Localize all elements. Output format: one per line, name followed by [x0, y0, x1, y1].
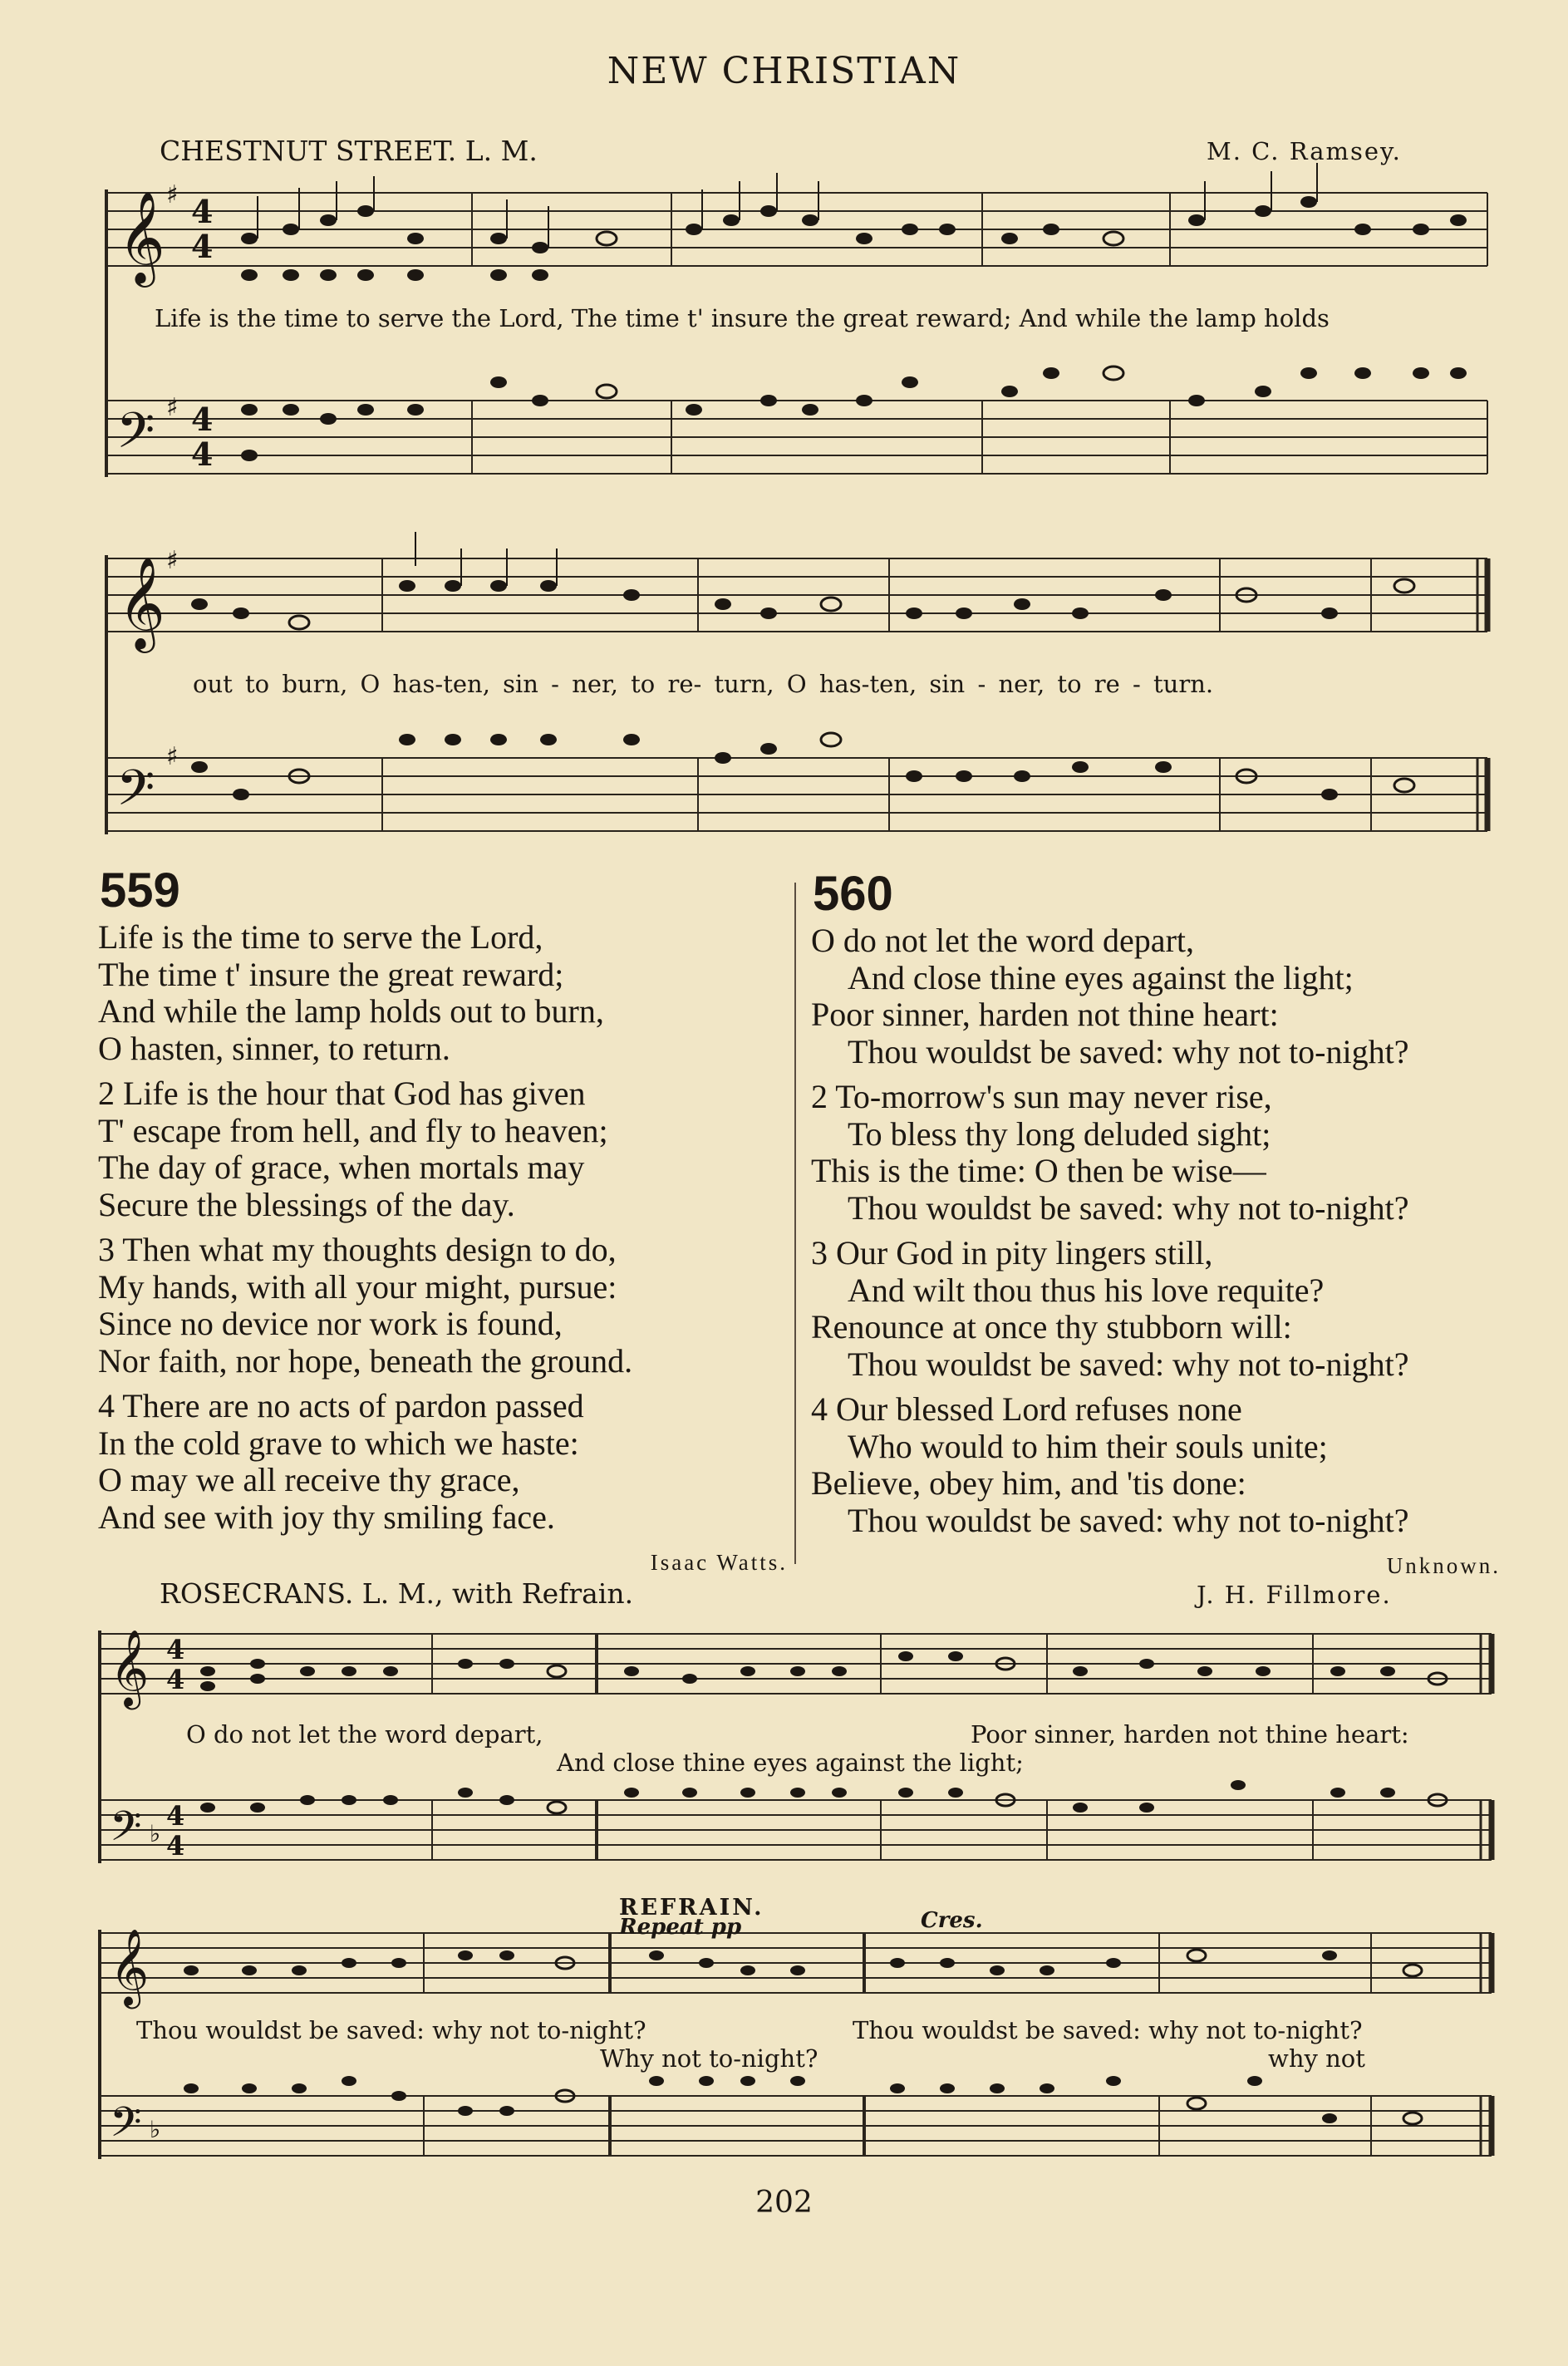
svg-text:♯: ♯: [166, 742, 179, 771]
tune2-lyrics-g: why not: [1268, 2044, 1365, 2073]
svg-text:4: 4: [191, 401, 214, 438]
svg-text:4: 4: [166, 1634, 185, 1665]
tune-composer-ramsey: M. C. Ramsey.: [1207, 137, 1402, 165]
tune2-lyrics-a: O do not let the word depart,: [186, 1720, 543, 1749]
svg-text:𝄞: 𝄞: [110, 1629, 150, 1706]
stanza-2: 2 To-morrow's sun may never rise, To bless thy long deluded sight; This is the time: O then be wise— Thou wouldst be saved: why not to-night?: [811, 1078, 1409, 1227]
running-head: NEW CHRISTIAN: [607, 50, 961, 92]
svg-text:𝄢: 𝄢: [116, 401, 155, 471]
svg-text:4: 4: [166, 1800, 185, 1832]
tune2-lyrics-b: And close thine eyes against the light;: [557, 1749, 1024, 1777]
stanza-1: Life is the time to serve the Lord, The time t' insure the great reward; And while the lamp holds out to burn, O hasten, sinner, to return.: [98, 918, 604, 1067]
svg-text:𝄢: 𝄢: [116, 759, 155, 829]
stanza-1: O do not let the word depart, And close thine eyes against the light; Poor sinner, harden not thine heart: Thou wouldst be saved: why not to-night?: [811, 922, 1409, 1070]
tune2-lyrics-f: Thou wouldst be saved: why not to-night?: [853, 2016, 1363, 2044]
stanza-4: 4 There are no acts of pardon passed In the cold grave to which we haste: O may we all receive thy grace, And see with joy thy smiling face.: [98, 1387, 584, 1536]
svg-text:4: 4: [166, 1664, 185, 1695]
svg-text:♯: ♯: [166, 393, 179, 422]
svg-text:♭: ♭: [150, 1820, 161, 1847]
svg-text:𝄞: 𝄞: [118, 556, 165, 649]
hymn-559-author: Isaac Watts.: [650, 1550, 788, 1575]
tune-composer-fillmore: J. H. Fillmore.: [1197, 1581, 1392, 1609]
hymn-number-559: 559: [100, 863, 180, 917]
refrain-label: REFRAIN.: [619, 1895, 764, 1921]
page-number: 202: [755, 2186, 813, 2220]
svg-text:4: 4: [191, 193, 214, 230]
svg-text:4: 4: [191, 228, 214, 265]
tune2-lyrics-d: Thou wouldst be saved: why not to-night?: [136, 2016, 646, 2044]
hymn-number-560: 560: [813, 867, 893, 921]
crescendo-marking: Cres.: [921, 1908, 983, 1933]
stanza-3: 3 Then what my thoughts design to do, My hands, with all your might, pursue: Since no device nor work is found, Nor faith, nor hope, beneath the ground.: [98, 1231, 633, 1380]
tune2-lyrics-e: Why not to-night?: [600, 2044, 818, 2073]
svg-text:4: 4: [191, 435, 214, 473]
repeat-marking: Repeat pp: [619, 1915, 742, 1940]
svg-text:𝄢: 𝄢: [110, 1803, 142, 1861]
tune-title-chestnut-street: CHESTNUT STREET. L. M.: [160, 135, 538, 167]
svg-text:𝄢: 𝄢: [110, 2098, 142, 2157]
tune1-lyrics-line1: Life is the time to serve the Lord, The time t' insure the great reward; And while the lamp holds: [155, 304, 1330, 332]
svg-text:♯: ♯: [166, 546, 179, 575]
stanza-2: 2 Life is the hour that God has given T' escape from hell, and fly to heaven; The day of grace, when mortals may Secure the blessings of the day.: [98, 1075, 608, 1223]
svg-text:4: 4: [166, 1830, 185, 1862]
tune2-lyrics-c: Poor sinner, harden not thine heart:: [971, 1720, 1409, 1749]
stanza-3: 3 Our God in pity lingers still, And wilt thou thus his love requite? Renounce at once thy stubborn will: Thou wouldst be saved: why not to-night?: [811, 1234, 1409, 1383]
stanza-4: 4 Our blessed Lord refuses none Who would to him their souls unite; Believe, obey him, and 'tis done: Thou wouldst be saved: why not to-night?: [811, 1390, 1409, 1539]
svg-text:♯: ♯: [166, 180, 179, 209]
svg-text:𝄞: 𝄞: [110, 1928, 150, 2005]
tune-title-rosecrans: ROSECRANS. L. M., with Refrain.: [160, 1577, 634, 1610]
hymn-560-author: Unknown.: [1386, 1553, 1501, 1578]
tune1-lyrics-line2: out to burn, O has-ten, sin - ner, to re- turn, O has-ten, sin - ner, to re - turn.: [193, 670, 1214, 698]
svg-text:𝄞: 𝄞: [118, 190, 165, 283]
svg-text:♭: ♭: [150, 2116, 161, 2143]
